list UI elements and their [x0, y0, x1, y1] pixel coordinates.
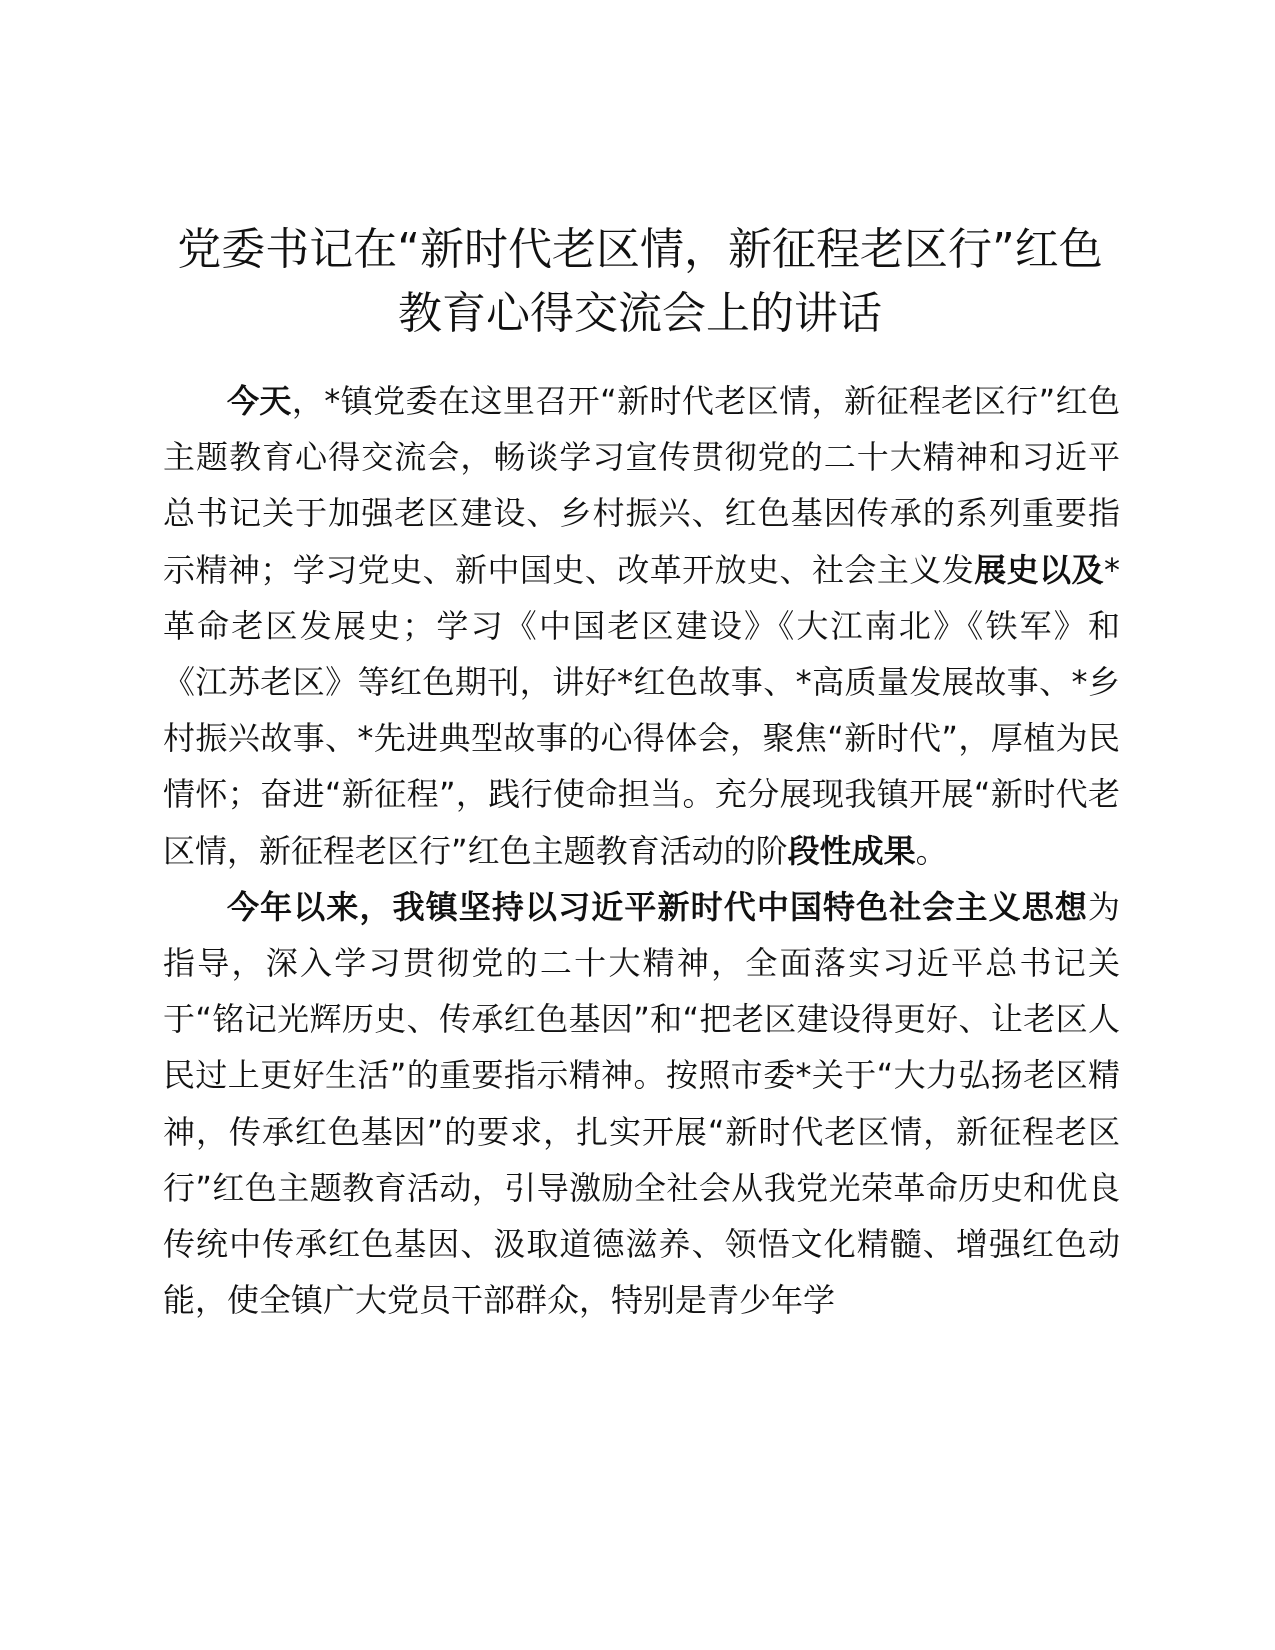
paragraph-2-run-2: 我镇坚持以习近平新时代中国特色社会主义思想: [392, 887, 1088, 926]
document-title: 党委书记在“新时代老区情，新征程老区行”红色教育心得交流会上的讲话: [177, 224, 1103, 339]
paragraph-1-run-2: ，*镇党委在这里召开“新时代老区情，新征程老区行”红色主题教育心得交流会，畅谈学习宣传贯彻党的二十大精神和习近平总书记关于加强老区建设、乡村振兴、红色基因传承的系列重要指示精神；学习党史、新中国史、改革开放史、社会主义发: [163, 382, 1120, 589]
paragraph-2-run-1: 今年以来，: [227, 887, 393, 926]
paragraph-2: [163, 879, 1120, 1329]
document-body: [163, 373, 1120, 1328]
paragraph-1-run-4: *革命老区发展史；学习《中国老区建设》《大江南北》《铁军》和《江苏老区》等红色期刊，讲好*红色故事、*高质量发展故事、*乡村振兴故事、*先进典型故事的心得体会，聚焦“新时代”，厚植为民情怀；奋进“新征程”，践行使命担当。充分展现我镇开展“新时代老区情，新征程老区行”红色主题教育活动的阶: [163, 550, 1120, 870]
paragraph-1-run-6: 。: [915, 831, 948, 870]
paragraph-2-run-3: 为指导，深入学习贯彻党的二十大精神，全面落实习近平总书记关于“铭记光辉历史、传承红色基因”和“把老区建设得更好、让老区人民过上更好生活”的重要指示精神。按照市委*关于“大力弘扬老区精神，传承红色基因”的要求，扎实开展“新时代老区情，新征程老区行”红色主题教育活动，引导激励全社会从我党光荣革命历史和优良传统中传承红色基因、汲取道德滋养、领悟文化精髓、增强红色动能，使全镇广大党员干部群众，特别是青少年学: [163, 887, 1120, 1320]
paragraph-1-run-1: 今天: [227, 382, 292, 420]
paragraph-1: [163, 373, 1120, 879]
paragraph-1-run-3: 展史以及: [974, 550, 1104, 589]
paragraph-1-run-5: 段性成果: [787, 831, 916, 870]
